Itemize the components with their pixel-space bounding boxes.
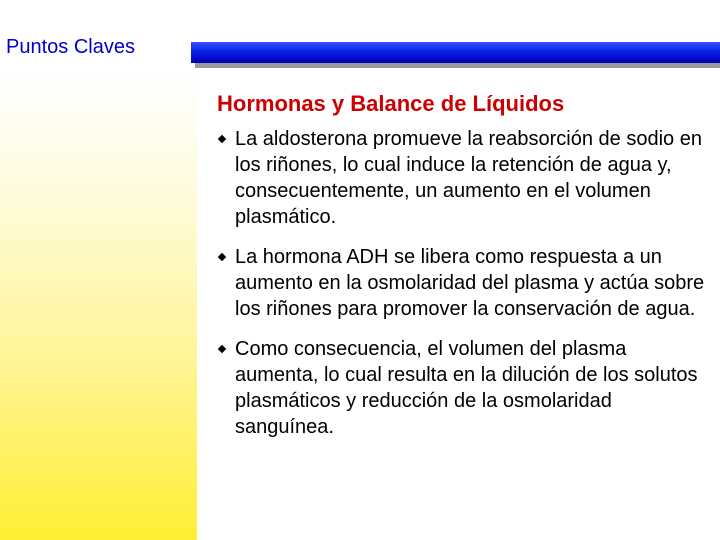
section-title: Hormonas y Balance de Líquidos: [217, 91, 565, 116]
diamond-bullet-icon: [218, 135, 226, 143]
bullet-text: La hormona ADH se libera como respuesta a un aumento en la osmolaridad del plasma y actúa sobre los riñones para promover la conservación de agua.: [235, 246, 705, 320]
header-title: Puntos Claves: [6, 36, 135, 58]
left-gradient-panel: [0, 66, 197, 540]
diamond-bullet-icon: [218, 345, 226, 353]
header-bar: [191, 42, 720, 63]
bullet-text: Como consecuencia, el volumen del plasma aumenta, lo cual resulta en la dilución de los solutos plasmáticos y reducción de la osmolaridad sanguínea.: [235, 338, 698, 438]
diamond-bullet-icon: [218, 253, 226, 261]
bullet-text: La aldosterona promueve la reabsorción de sodio en los riñones, lo cual induce la retención de agua y, consecuentemente, un aumento en el volumen plasmático.: [235, 128, 702, 228]
slide-content: [217, 90, 707, 454]
bullet-item: [217, 336, 707, 440]
bullet-item: [217, 244, 707, 322]
bullet-item: [217, 126, 707, 230]
bullet-list: [217, 126, 707, 440]
